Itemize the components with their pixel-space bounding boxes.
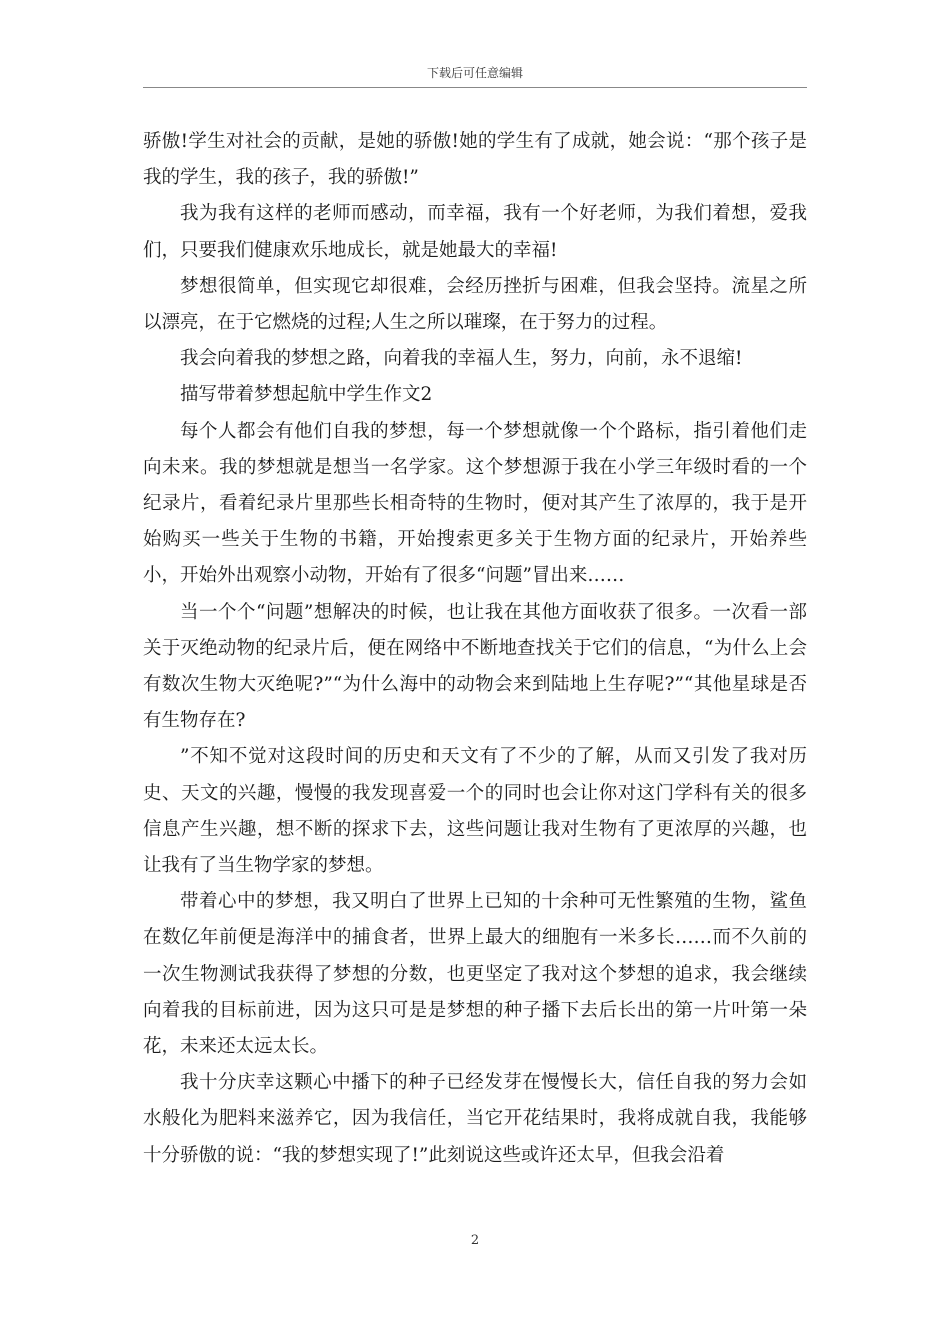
paragraph-3: 梦想很简单，但实现它却很难，会经历挫折与困难，但我会坚持。流星之所以漂亮，在于它燃烧的过程;人生之所以璀璨，在于努力的过程。 [143,275,807,334]
section-heading: 描写带着梦想起航中学生作文2 [180,384,433,406]
paragraph-2: 我为我有这样的老师而感动，而幸福，我有一个好老师，为我们着想，爱我们，只要我们健康欢乐地成长，就是她最大的幸福! [143,203,807,261]
paragraph-6: 当一个个“问题”想解决的时候，也让我在其他方面收获了很多。一次看一部关于灭绝动物的纪录片后，便在网络中不断地查找关于它们的信息，“为什么上会有数次生物大灭绝呢?”“为什么海中的动物会来到陆地上生存呢?”“其他星球是否有生物存在? [143,601,807,732]
paragraph-1: 骄傲!学生对社会的贡献，是她的骄傲!她的学生有了成就，她会说：“那个孩子是我的学生，我的孩子，我的骄傲!” [143,131,807,189]
paragraph-5: 每个人都会有他们自我的梦想，每一个梦想就像一个个路标，指引着他们走向未来。我的梦想就是想当一名学家。这个梦想源于我在小学三年级时看的一个纪录片，看着纪录片里那些长相奇特的生物时，便对其产生了浓厚的，我于是开始购买一些关于生物的书籍，开始搜索更多关于生物方面的纪录片，开始养些小，开始外出观察小动物，开始有了很多“问题”冒出来…… [143,420,807,587]
paragraph-7: ”不知不觉对这段时间的历史和天文有了不少的了解，从而又引发了我对历史、天文的兴趣，慢慢的我发现喜爱一个的同时也会让你对这门学科有关的很多信息产生兴趣，想不断的探求下去，这些问题让我对生物有了更浓厚的兴趣，也让我有了当生物学家的梦想。 [143,746,807,877]
document-body [143,124,807,1174]
header-divider [143,87,807,88]
paragraph-9: 我十分庆幸这颗心中播下的种子已经发芽在慢慢长大，信任自我的努力会如水般化为肥料来滋养它，因为我信任，当它开花结果时，我将成就自我，我能够十分骄傲的说：“我的梦想实现了!”此刻说这些或许还太早，但我会沿着 [143,1072,807,1166]
page-header: 下载后可任意编辑 [426,66,523,80]
page-number: 2 [470,1233,480,1248]
paragraph-4: 我会向着我的梦想之路，向着我的幸福人生，努力，向前，永不退缩! [180,348,743,370]
paragraph-8: 带着心中的梦想，我又明白了世界上已知的十余种可无性繁殖的生物，鲨鱼在数亿年前便是海洋中的捕食者，世界上最大的细胞有一米多长……而不久前的一次生物测试我获得了梦想的分数，也更坚定了我对这个梦想的追求，我会继续向着我的目标前进，因为这只可是是梦想的种子播下去后长出的第一片叶第一朵花，未来还太远太长。 [143,891,807,1058]
